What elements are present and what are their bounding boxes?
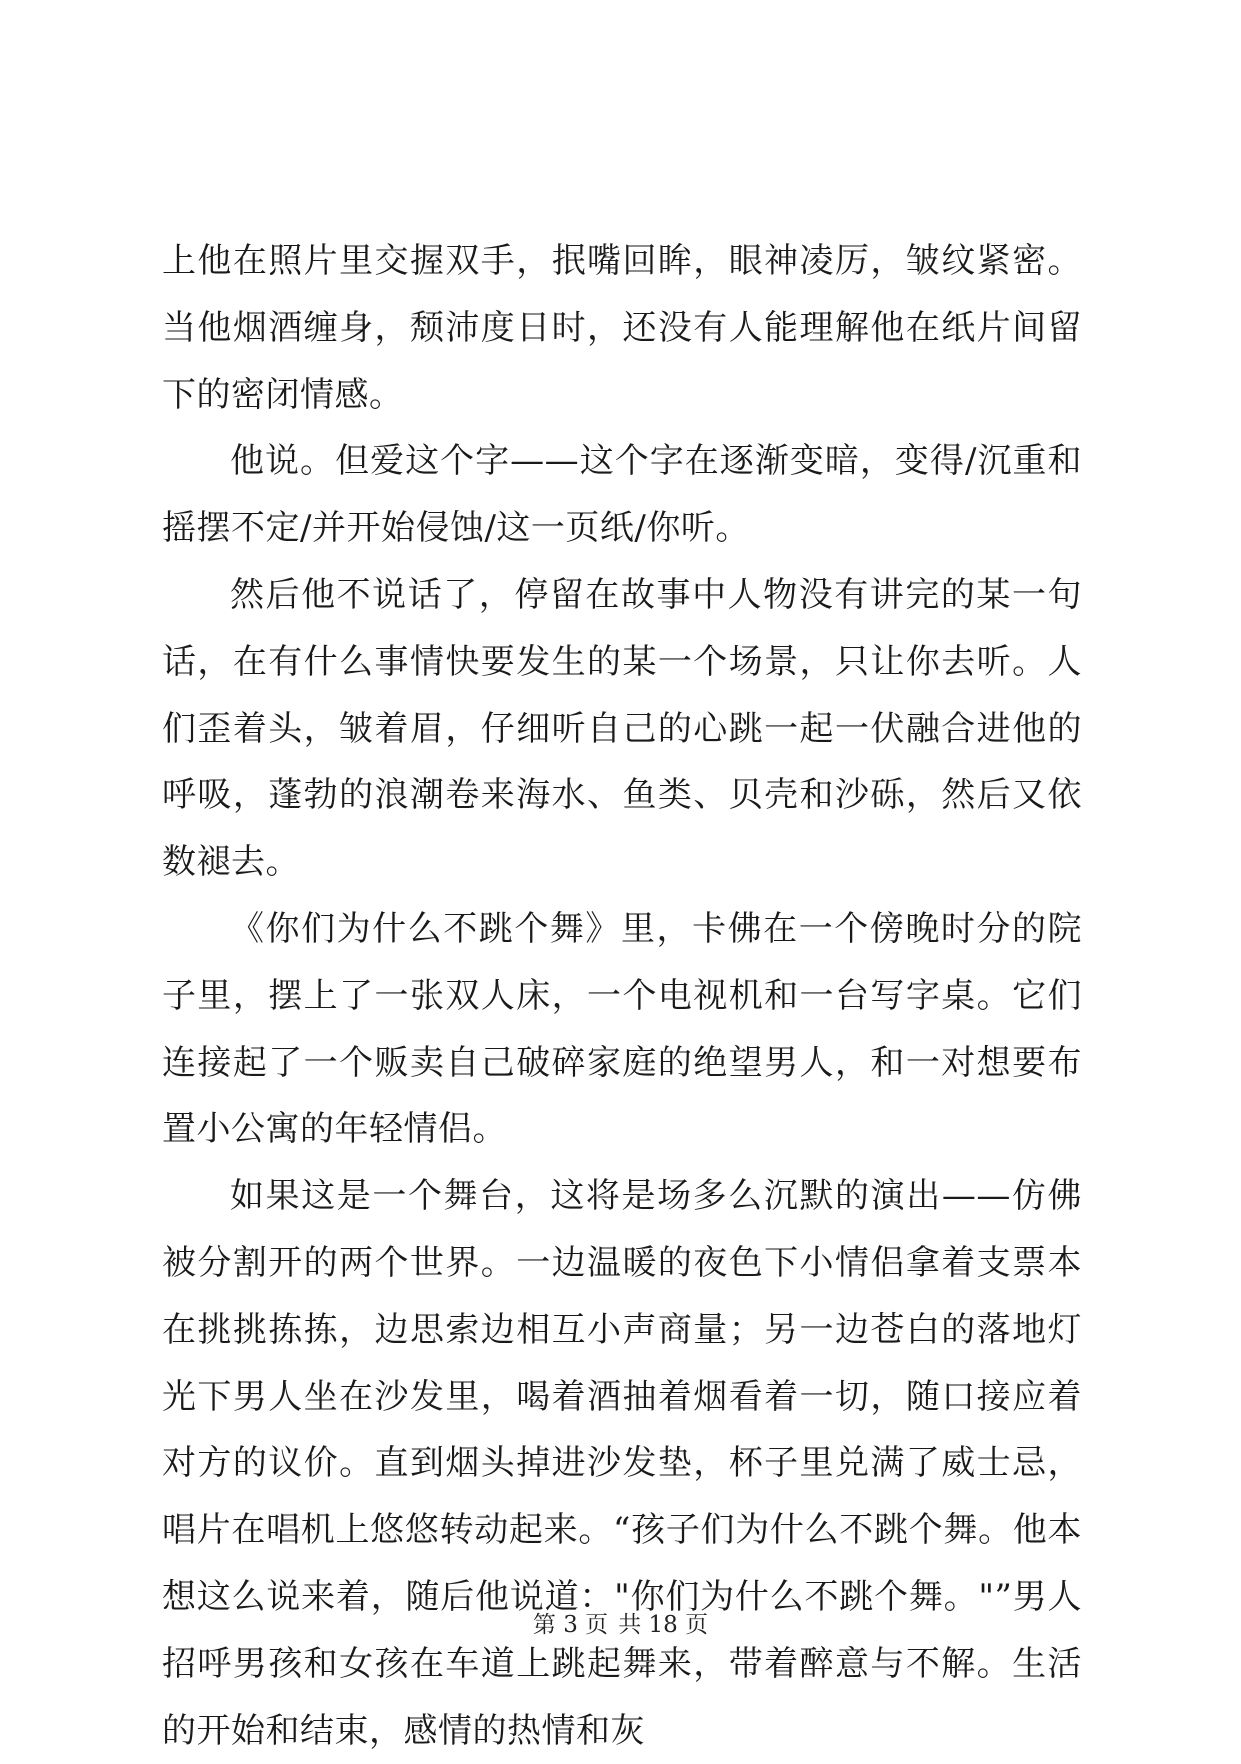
document-body xyxy=(162,228,1082,1764)
page-footer xyxy=(0,1606,1241,1639)
page-total: 共 18 页 xyxy=(618,1612,709,1638)
page-number: 第 3 页 xyxy=(532,1612,609,1638)
paragraph-1: 上他在照片里交握双手，抿嘴回眸，眼神凌厉，皱纹紧密。当他烟酒缠身，颓沛度日时，还没有人能理解他在纸片间留下的密闭情感。 xyxy=(162,241,1082,415)
paragraph-4: 《你们为什么不跳个舞》里，卡佛在一个傍晚时分的院子里，摆上了一张双人床，一个电视机和一台写字桌。它们连接起了一个贩卖自己破碎家庭的绝望男人，和一对想要布置小公寓的年轻情侣。 xyxy=(162,908,1082,1150)
paragraph-3: 然后他不说话了，停留在故事中人物没有讲完的某一句话，在有什么事情快要发生的某一个场景，只让你去听。人们歪着头，皱着眉，仔细听自己的心跳一起一伏融合进他的呼吸，蓬勃的浪潮卷来海水、鱼类、贝壳和沙砾，然后又依数褪去。 xyxy=(162,574,1082,883)
paragraph-2: 他说。但爱这个字——这个字在逐渐变暗，变得/沉重和摇摆不定/并开始侵蚀/这一页纸/你听。 xyxy=(162,441,1082,549)
paragraph-5: 如果这是一个舞台，这将是场多么沉默的演出——仿佛被分割开的两个世界。一边温暖的夜色下小情侣拿着支票本在挑挑拣拣，边思索边相互小声商量；另一边苍白的落地灯光下男人坐在沙发里，喝着酒抽着烟看着一切，随口接应着对方的议价。直到烟头掉进沙发垫，杯子里兑满了威士忌，唱片在唱机上悠悠转动起来。“孩子们为什么不跳个舞。他本想这么说来着，随后他说道："你们为什么不跳个舞。"”男人招呼男孩和女孩在车道上跳起舞来，带着醉意与不解。生活的开始和结束，感情的热情和灰 xyxy=(162,1176,1082,1751)
